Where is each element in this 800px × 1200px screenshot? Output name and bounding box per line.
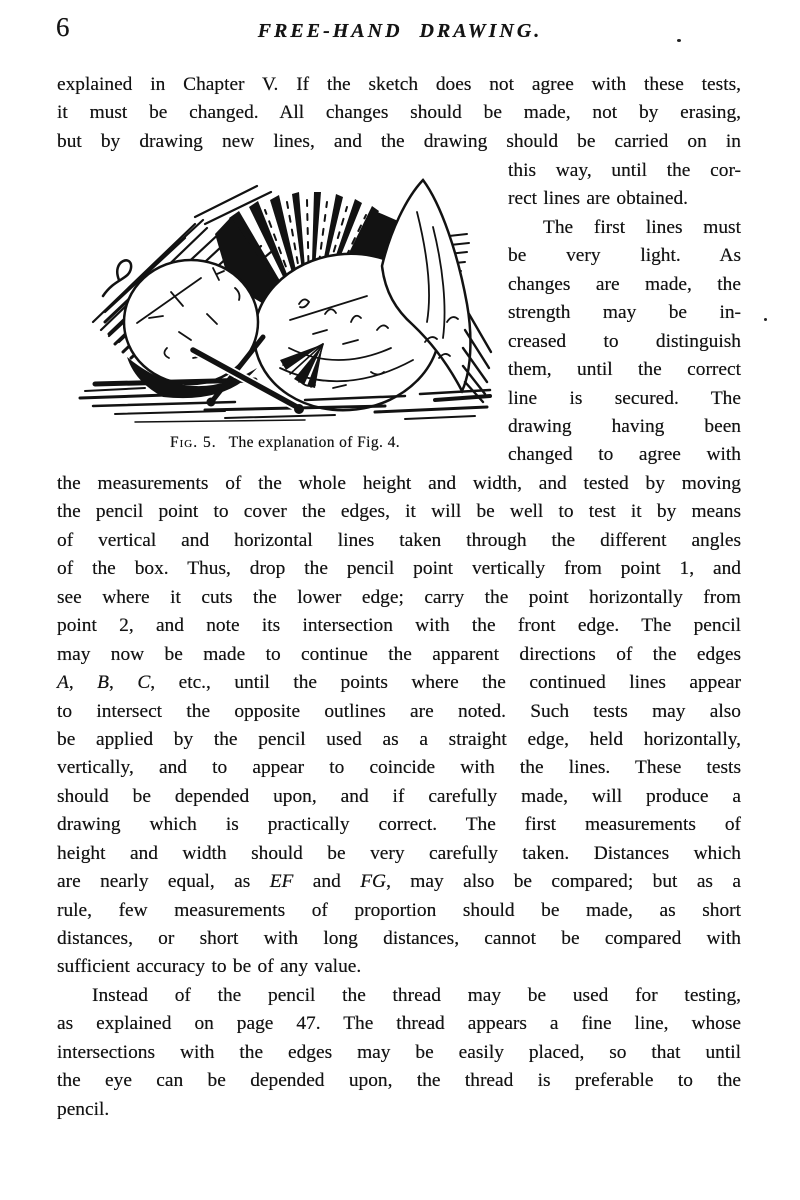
paragraph-intro [57, 71, 741, 156]
text-line: The first lines must [543, 216, 741, 238]
text-line: as explained on page 47. The thread appears a fine line, whose [57, 1013, 741, 1035]
text-line: them, until the correct [508, 359, 741, 381]
text-line: line is secured. The [508, 387, 741, 409]
text-line: changes are made, the [508, 273, 741, 295]
text-line: creased to distinguish [508, 330, 741, 352]
text-line: but by drawing new lines, and the drawing should be carried on in [57, 130, 741, 152]
text-line: rect lines are obtained. [508, 188, 689, 210]
running-title: FREE-HAND DRAWING. [257, 20, 543, 42]
text-line: the pencil point to cover the edges, it will be well to test it by means [57, 501, 741, 523]
text-line: this way, until the cor- [508, 160, 741, 181]
melons-engraving-illustration [75, 172, 495, 428]
figure-caption-label: Fig. 5. [169, 434, 217, 451]
text-line: height and width should be very carefully taken. Distances which [57, 842, 741, 864]
text-line: to intersect the opposite outlines are noted. Such tests may also [57, 700, 741, 722]
text-line: rule, few measurements of proportion should be made, as short [57, 899, 741, 921]
text-line: strength may be in- [508, 302, 741, 324]
text-line: pencil. [57, 1098, 110, 1120]
paragraph-main [57, 470, 741, 1124]
paragraph-beside-figure [508, 157, 741, 470]
text-line: be very light. As [508, 245, 741, 267]
figure-caption-text: The explanation of Fig. 4. [228, 434, 400, 451]
text-line: are nearly equal, as EF and FG, may also be compared; but as a [57, 871, 741, 893]
text-line: vertically, and to appear to coincide with the lines. These tests [57, 757, 741, 779]
text-line: of the box. Thus, drop the pencil point vertically from point 1, and [57, 558, 741, 580]
ink-speck [764, 318, 767, 321]
text-line: of vertical and horizontal lines taken through the different angles [57, 529, 741, 551]
text-line: point 2, and note its intersection with the front edge. The pencil [57, 615, 741, 637]
figure-caption [75, 434, 495, 452]
text-line: sufficient accuracy to be of any value. [57, 956, 362, 978]
text-line: may now be made to continue the apparent directions of the edges [57, 643, 741, 665]
text-line: distances, or short with long distances, cannot be compared with [57, 928, 741, 949]
text-line: explained in Chapter V. If the sketch does not agree with these tests, [57, 74, 741, 95]
text-line: the eye can be depended upon, the thread is preferable to the [57, 1070, 741, 1092]
text-line: should be depended upon, and if carefully made, will produce a [57, 785, 741, 807]
ink-speck [677, 39, 681, 42]
text-line: be applied by the pencil used as a straight edge, held horizontally, [57, 728, 741, 750]
text-line: Instead of the pencil the thread may be used for testing, [92, 984, 741, 1006]
text-line: drawing having been [508, 415, 741, 437]
figure-5 [75, 172, 495, 428]
text-line: the measurements of the whole height and width, and tested by moving [57, 473, 741, 494]
text-line: intersections with the edges may be easily placed, so that until [57, 1041, 741, 1063]
text-line: A, B, C, etc., until the points where the continued lines appear [57, 672, 741, 694]
text-line: drawing which is practically correct. The first measurements of [57, 814, 741, 836]
text-line: see where it cuts the lower edge; carry the point horizontally from [57, 586, 741, 608]
text-line: it must be changed. All changes should be made, not by erasing, [57, 102, 741, 124]
page-number: 6 [56, 12, 70, 42]
text-line: changed to agree with [508, 444, 741, 466]
